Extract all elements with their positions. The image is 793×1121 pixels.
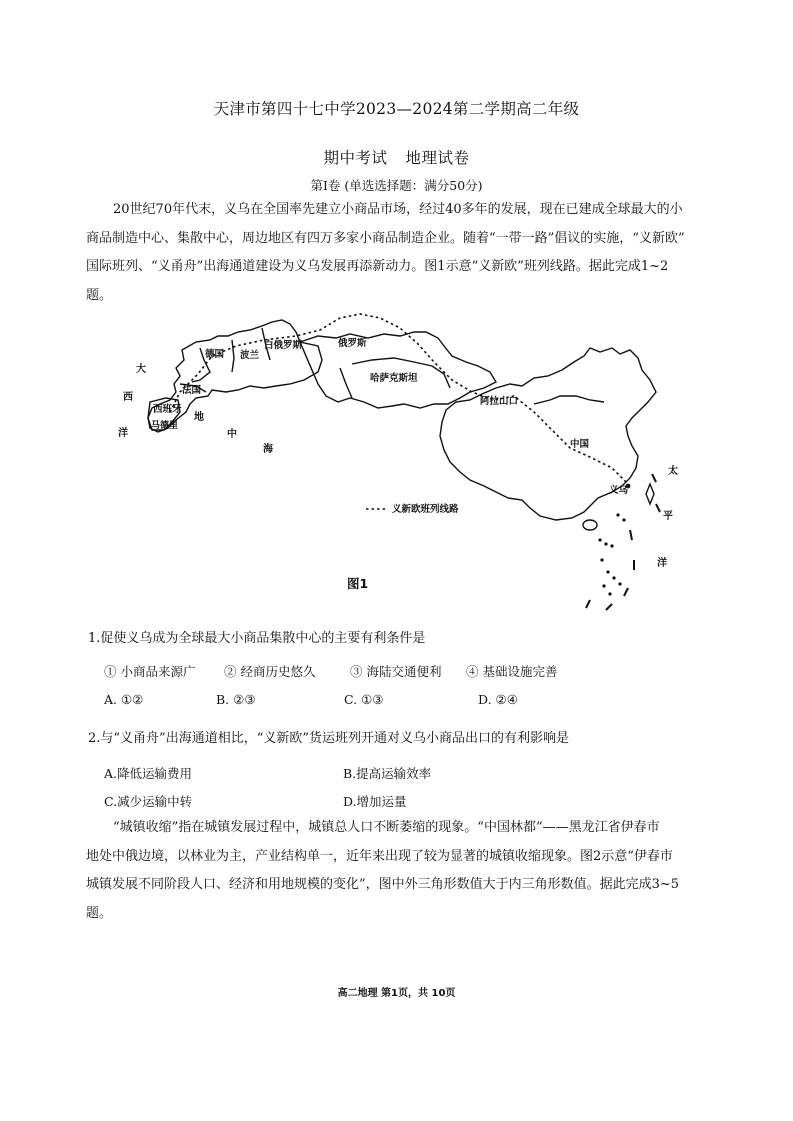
intro2-line: “城镇收缩”指在城镇发展过程中，城镇总人口不断萎缩的现象。“中国林都”——黑龙江省伊春市 [113, 820, 660, 835]
country-label-belarus: 白俄罗斯 [264, 340, 303, 351]
q1-choice-c[interactable]: C. ①③ [344, 692, 384, 707]
country-label-china: 中国 [570, 439, 590, 450]
question-2-stem: 2.与“义甬舟”出海通道相比，“义新欧”货运班列开通对义乌小商品出口的有利影响是 [88, 731, 569, 746]
country-label-kazakhstan: 哈萨克斯坦 [370, 373, 418, 384]
q1-item: ① 小商品来源广 [104, 664, 196, 679]
q1-choice-d[interactable]: D. ②④ [478, 692, 518, 707]
intro1-line: 20世纪70年代末，义乌在全国率先建立小商品市场，经过40多年的发展，现在已建成全球最大的小 [113, 202, 683, 217]
pacific-label: 平 [663, 511, 673, 522]
ocean-label: 西 [123, 392, 133, 403]
pacific-label: 洋 [657, 558, 667, 569]
country-label-germany: 德国 [205, 349, 225, 360]
q1-choice-a[interactable]: A. ①② [104, 692, 144, 707]
yixinou-route [170, 314, 628, 484]
pacific-label: 太 [668, 466, 678, 477]
q2-choice-a[interactable]: A.降低运输费用 [104, 766, 193, 781]
country-label-poland: 波兰 [240, 350, 260, 361]
intro-paragraph-1 [86, 196, 710, 310]
intro1-line: 国际班列、“义甬舟”出海通道建设为义乌发展再添新动力。图1示意“义新欧”班列线路。据此完成1~2 [86, 259, 669, 274]
border-mongolia [534, 396, 604, 404]
sea-label: 中 [227, 429, 237, 440]
intro2-line: 地处中俄边境，以林业为主，产业结构单一，近年来出现了较为显著的城镇收缩现象。图2示意“伊春市 [86, 848, 673, 864]
sea-label: 地 [194, 412, 204, 423]
intro2-line: 城镇发展不同阶段人口、经济和用地规模的变化”，图中外三角形数值大于内三角形数值。据此完成3~5 [86, 877, 680, 892]
exam-subject: 地理试卷 [405, 149, 470, 167]
legend-label: 义新欧班列线路 [392, 504, 459, 515]
intro1-line: 题。 [86, 287, 113, 303]
q1-item: ② 经商历史悠久 [224, 664, 316, 679]
border-poland [232, 340, 234, 372]
intro2-line: 题。 [86, 905, 113, 921]
exam-subtitle [0, 146, 793, 168]
europe-outline [148, 320, 322, 432]
ocean-label: 大 [136, 364, 146, 375]
hainan-island [583, 520, 597, 530]
sea-label: 海 [263, 444, 273, 455]
ocean-label: 洋 [118, 428, 128, 439]
city-label-madrid: 马德里 [151, 421, 179, 431]
q2-choice-c[interactable]: C.减少运输中转 [104, 794, 193, 809]
question-1-stem: 1.促使义乌成为全球最大小商品集散中心的主要有利条件是 [88, 631, 426, 646]
taiwan-island [646, 484, 654, 504]
russia-kazakhstan-outline [300, 332, 496, 408]
border-caucasus [340, 368, 352, 398]
exam-title: 天津市第四十七中学2023—2024第二学期高二年级 [213, 100, 580, 118]
south-china-sea-marks [598, 513, 625, 595]
intro1-line: 商品制造中心、集散中心，周边地区有四万多家小商品制造企业。随着“一带一路”倡议的实施，“义新欧” [86, 230, 685, 246]
city-label-yiwu: 义乌 [609, 485, 629, 496]
figure-1-map [100, 308, 700, 618]
country-label-russia: 俄罗斯 [338, 338, 367, 349]
q1-choice-b[interactable]: B. ②③ [216, 692, 256, 707]
figure-caption: 图1 [347, 576, 369, 591]
q1-item: ③ 海陆交通便利 [350, 664, 442, 679]
country-label-france: 法国 [182, 385, 202, 396]
place-label-alashankou: 阿拉山口 [480, 396, 519, 407]
country-label-spain: 西班牙 [153, 404, 182, 415]
q2-choice-b[interactable]: B.提高运输效率 [343, 766, 432, 781]
page-footer: 高二地理 第1页，共 10页 [337, 988, 456, 999]
q1-item: ④ 基础设施完善 [466, 664, 558, 679]
q2-choice-d[interactable]: D.增加运量 [343, 794, 407, 809]
section-heading: 第Ⅰ卷 (单选选择题：满分50分) [310, 178, 483, 193]
exam-type: 期中考试 [323, 149, 388, 167]
intro-paragraph-2 [86, 814, 710, 928]
